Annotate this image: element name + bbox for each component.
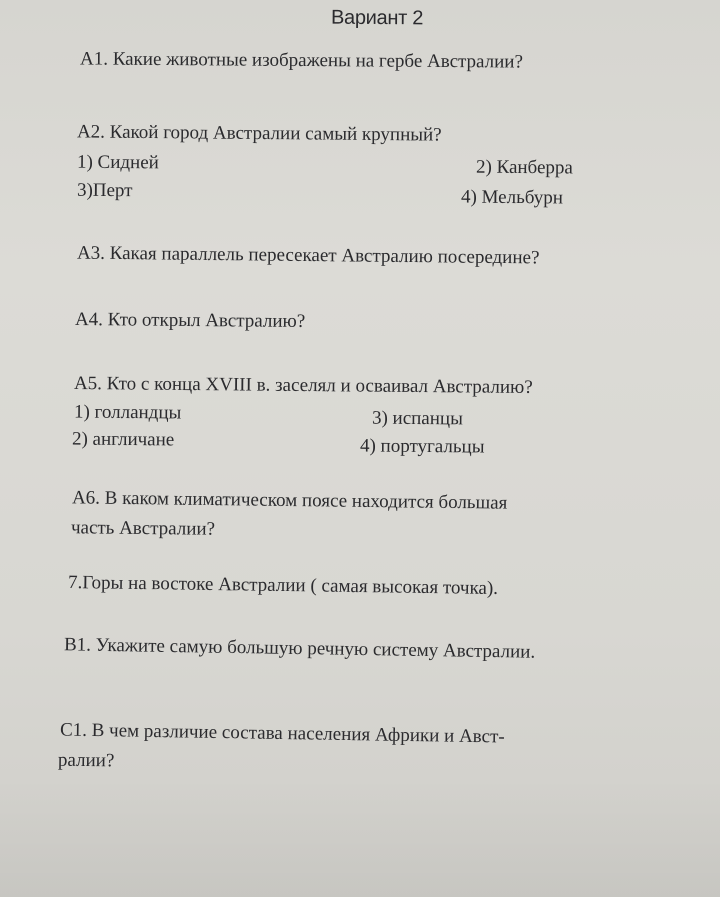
question-a5: А5. Кто с конца XVIII в. заселял и осваивал Австралию? <box>73 372 533 399</box>
question-7: 7.Горы на востоке Австралии ( самая высокая точка). <box>67 571 499 600</box>
answer-option: 1) Сидней <box>76 151 159 174</box>
question-b1: В1. Укажите самую большую речную систему Австралии. <box>63 634 536 663</box>
answer-option: 2) Канберра <box>475 156 573 179</box>
question-a2: А2. Какой город Австралии самый крупный? <box>76 121 442 146</box>
answer-option: 1) голландцы <box>73 401 182 424</box>
answer-option: 2) англичане <box>71 428 175 451</box>
question-a1: А1. Какие животные изображены на гербе Австралии? <box>79 48 524 73</box>
question-a3: А3. Какая параллель пересекает Австралию посередине? <box>76 242 540 269</box>
answer-option: 3)Перт <box>76 179 133 202</box>
question-a6-line-2: часть Австралии? <box>70 517 216 540</box>
answer-option: 4) Мельбурн <box>460 186 564 209</box>
answer-option: 4) португальцы <box>359 435 485 458</box>
page-shadow <box>0 777 720 897</box>
answer-option: 3) испанцы <box>371 407 463 430</box>
page-heading: Вариант 2 <box>330 6 424 30</box>
question-c1-line-2: ралии? <box>57 749 115 772</box>
question-c1-line-1: С1. В чем различие состава населения Африки и Авст- <box>59 719 505 748</box>
question-a4: А4. Кто открыл Австралию? <box>74 308 306 333</box>
question-a6-line-1: А6. В каком климатическом поясе находится большая <box>71 487 508 514</box>
